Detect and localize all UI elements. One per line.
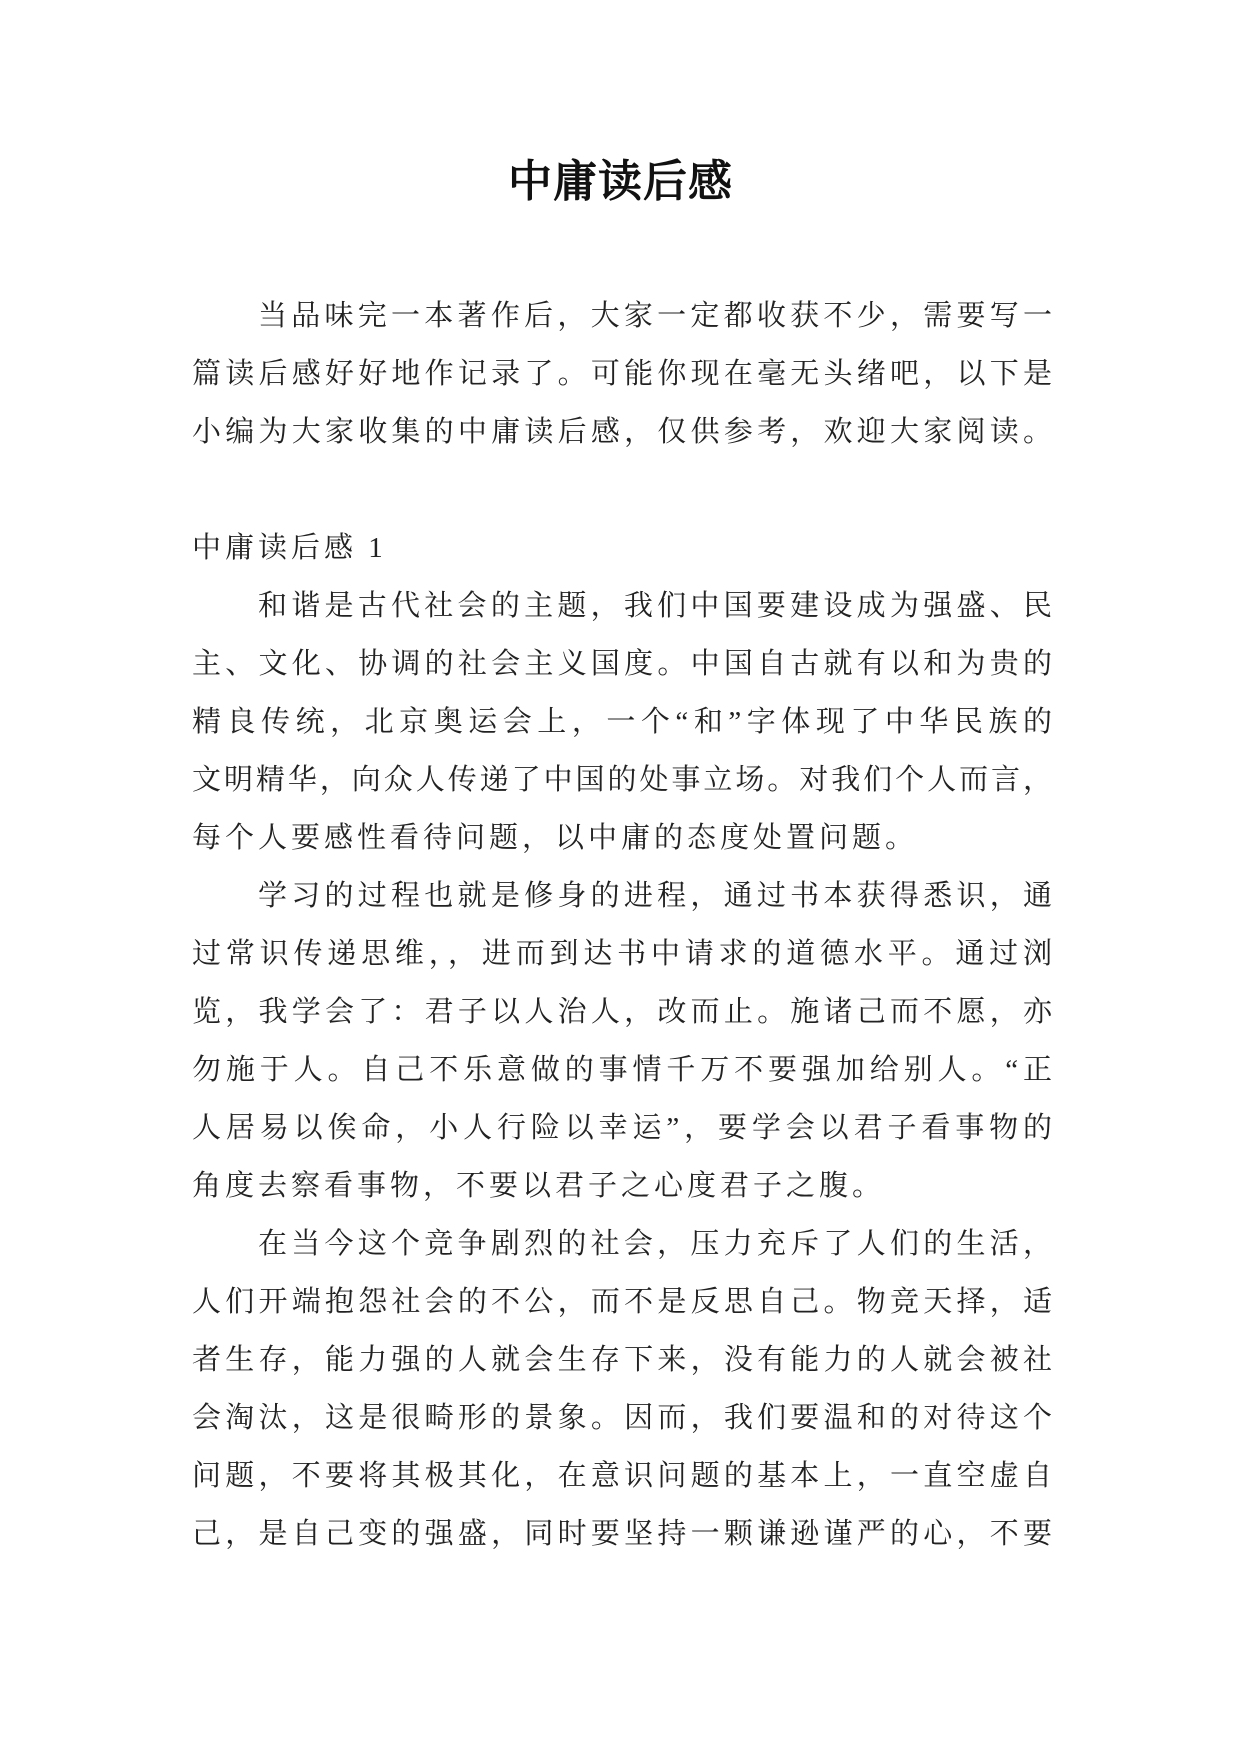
paragraph-line: 精良传统，北京奥运会上，一个“和”字体现了中华民族的 [192,706,1058,738]
intro-paragraph [192,287,1057,461]
paragraph-line: 人们开端抱怨社会的不公，而不是反思自己。物竞天择，适 [192,1286,1057,1318]
paragraph-line: 者生存，能力强的人就会生存下来，没有能力的人就会被社 [192,1344,1057,1376]
paragraph-line: 角度去察看事物，不要以君子之心度君子之腹。 [192,1170,886,1202]
paragraph-line: 会淘汰，这是很畸形的景象。因而，我们要温和的对待这个 [192,1402,1057,1434]
paragraph-line: 每个人要感性看待问题，以中庸的态度处置问题。 [192,822,919,854]
paragraph-line: 己，是自己变的强盛，同时要坚持一颗谦逊谨严的心，不要 [192,1518,1057,1550]
paragraph-line: 小编为大家收集的中庸读后感，仅供参考，欢迎大家阅读。 [192,416,1057,448]
paragraph-line: 在当今这个竞争剧烈的社会，压力充斥了人们的生活， [258,1228,1057,1260]
paragraph-line: 学习的过程也就是修身的进程，通过书本获得悉识，通 [258,880,1057,912]
paragraph-line: 主、文化、协调的社会主义国度。中国自古就有以和为贵的 [192,648,1057,680]
body-paragraph [192,867,1057,1215]
paragraph-line: 当品味完一本著作后，大家一定都收获不少，需要写一 [258,300,1057,332]
paragraph-line: 文明精华，向众人传递了中国的处事立场。对我们个人而言， [192,764,1055,796]
paragraph-line: 勿施于人。自己不乐意做的事情千万不要强加给别人。“正 [192,1054,1057,1086]
paragraph-line: 人居易以俟命，小人行险以幸运”，要学会以君子看事物的 [192,1112,1057,1144]
paragraph-line: 览，我学会了：君子以人治人，改而止。施诸己而不愿，亦 [192,996,1057,1028]
section-heading: 中庸读后感 1 [192,532,387,564]
body-paragraph [192,1215,1057,1563]
paragraph-line: 和谐是古代社会的主题，我们中国要建设成为强盛、民 [258,590,1057,622]
blank-line [192,461,1052,519]
paragraph-line: 问题，不要将其极其化，在意识问题的基本上，一直空虚自 [192,1460,1057,1492]
paragraph-line: 过常识传递思维，，进而到达书中请求的道德水平。通过浏 [192,938,1057,970]
paragraph-line: 篇读后感好好地作记录了。可能你现在毫无头绪吧，以下是 [192,358,1057,390]
body-paragraph [192,577,1058,867]
document-title: 中庸读后感 [508,157,733,206]
document-body [192,287,1058,1563]
